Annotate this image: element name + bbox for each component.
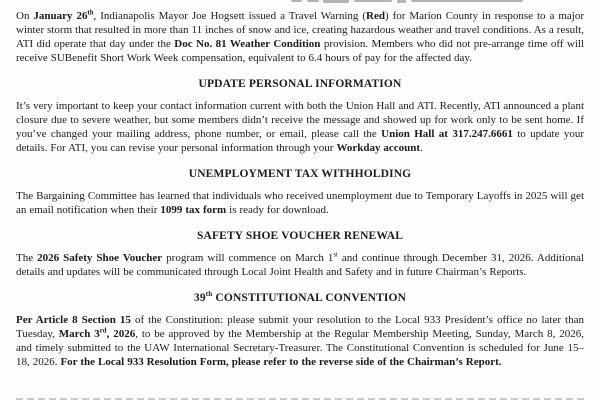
- text-run: th: [205, 290, 213, 299]
- cutoff-heading-fragment: [0, 0, 600, 3]
- text-run: provision. Members who did not pre-arrange time off will receive SUBenefit Short Work Week compensation, equivalent to 6.4 hours of pay for the affected day.: [16, 38, 584, 64]
- text-run: ) for Marion County in response to a major winter storm that resulted in more than 11 inches of snow and ice, creating hazardous weather and travel conditions. As a result, ATI did operate that day under the: [16, 10, 585, 50]
- text-run: st: [333, 251, 338, 259]
- text-run: January 26: [33, 10, 88, 22]
- text-run: The Bargaining Committee has learned that individuals who received unemployment due to Temporary Layoffs in 2025 will get an email notification when their: [16, 190, 584, 216]
- text-run: CONSTITUTIONAL CONVENTION: [212, 292, 407, 304]
- text-run: is ready for download.: [226, 204, 329, 216]
- section-heading-safety-shoe-voucher-renewal: [16, 229, 584, 243]
- section-heading-unemployment-tax-withholding: [16, 167, 584, 181]
- section-heading-update-personal-information: [16, 77, 584, 91]
- text-run: For the Local 933 Resolution Form, please refer to the reverse side of the Chairman’s Report.: [60, 356, 502, 368]
- text-run: Union Hall at 317.247.6661: [381, 128, 513, 140]
- text-run: 1099 tax form: [160, 204, 227, 216]
- text-run: , to be approved by the Membership at the Regular Membership Meeting, Sunday, March 8, 2026, and timely submitted to the UAW International Secretary-Treasurer. The Constitutional Convention is scheduled for June 15–18, 2026.: [16, 328, 584, 368]
- paragraph-contact-information: [16, 99, 584, 155]
- text-run: Workday account: [336, 142, 421, 154]
- text-run: and continue through December 31, 2026. Additional details and updates will be communicated through Local Joint Health and Safety and in future Chairman’s Reports.: [16, 252, 584, 278]
- text-run: , 2026: [106, 328, 136, 340]
- text-run: of the Constitution: please submit your resolution to the Local 933 President’s office no later than Tuesday,: [16, 314, 584, 340]
- text-run: Per Article 8 Section 15: [16, 314, 131, 326]
- text-run: th: [87, 9, 94, 17]
- text-run: , Indianapolis Mayor Joe Hogsett issued a Travel Warning (: [93, 10, 367, 22]
- text-run: UPDATE PERSONAL INFORMATION: [198, 78, 402, 90]
- text-run: On: [16, 10, 34, 22]
- text-run: program will commence on March 1: [162, 252, 334, 264]
- text-run: UNEMPLOYMENT TAX WITHHOLDING: [188, 168, 412, 180]
- text-run: 39: [193, 292, 206, 304]
- text-run: 2026 Safety Shoe Voucher: [37, 252, 163, 264]
- text-run: SAFETY SHOE VOUCHER RENEWAL: [196, 230, 404, 242]
- text-run: Red: [366, 10, 385, 22]
- paragraph-constitutional-convention: [16, 313, 584, 369]
- text-run: .: [420, 142, 423, 154]
- paragraph-unemployment-1099: [16, 189, 584, 217]
- section-heading-constitutional-convention: [16, 291, 584, 305]
- text-run: The: [16, 252, 38, 264]
- text-run: to update your details. For ATI, you can revise your personal information through your: [16, 128, 585, 154]
- text-run: It’s very important to keep your contact information current with both the Union Hall and ATI. Recently, ATI announced a plant closure due to severe weather, but some members didn’t receive the message and showed up for work only to be sent home. If you’ve changed your mailing address, phone number, or email, please call the: [16, 100, 584, 140]
- text-run: Doc No. 81 Weather Condition: [174, 38, 321, 50]
- text-run: March 3: [58, 328, 100, 340]
- text-run: rd: [99, 327, 107, 335]
- paragraph-travel-warning: [16, 9, 584, 65]
- paragraph-safety-shoe-voucher: [16, 251, 584, 279]
